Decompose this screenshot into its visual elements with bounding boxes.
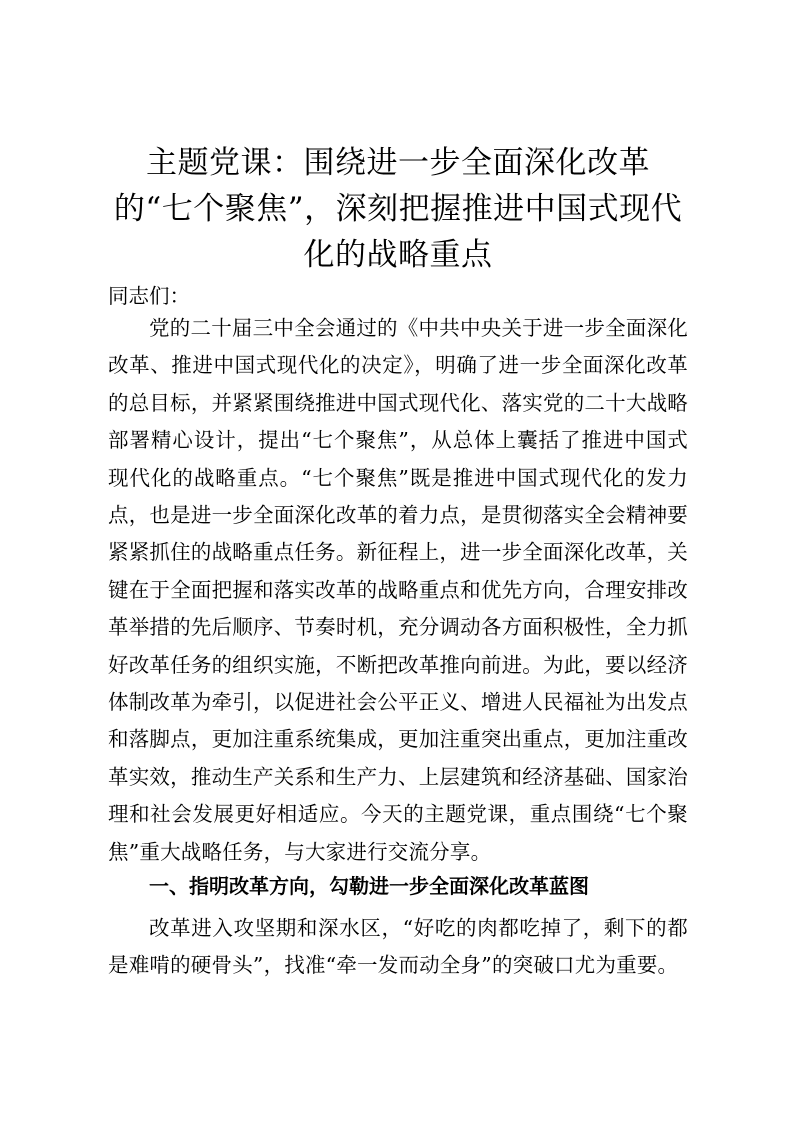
salutation: 同志们：	[108, 284, 190, 308]
document-title: 主题党课：围绕进一步全面深化改革的“七个聚焦”，深刻把握推进中国式现代化的战略重点	[113, 145, 683, 273]
section-heading: 一、指明改革方向，勾勒进一步全面深化改革蓝图	[149, 874, 589, 898]
section-paragraph: 改革进入攻坚期和深水区，“好吃的肉都吃掉了，剩下的都是难啃的硬骨头”，找准“牵一发而动全身”的突破口尤为重要。	[108, 916, 688, 978]
body-paragraph: 党的二十届三中全会通过的《中共中央关于进一步全面深化改革、推进中国式现代化的决定》，明确了进一步全面深化改革的总目标，并紧紧围绕推进中国式现代化、落实党的二十大战略部署精心设计，提出“七个聚焦”，从总体上囊括了推进中国式现代化的战略重点。“七个聚焦”既是推进中国式现代化的发力点，也是进一步全面深化改革的着力点，是贯彻落实全会精神要紧紧抓住的战略重点任务。新征程上，进一步全面深化改革，关键在于全面把握和落实改革的战略重点和优先方向，合理安排改革举措的先后顺序、节奏时机，充分调动各方面积极性，全力抓好改革任务的组织实施，不断把改革推向前进。为此，要以经济体制改革为牵引，以促进社会公平正义、增进人民福祉为出发点和落脚点，更加注重系统集成，更加注重突出重点，更加注重改革实效，推动生产关系和生产力、上层建筑和经济基础、国家治理和社会发展更好相适应。今天的主题党课，重点围绕“七个聚焦”重大战略任务，与大家进行交流分享。	[108, 316, 688, 864]
